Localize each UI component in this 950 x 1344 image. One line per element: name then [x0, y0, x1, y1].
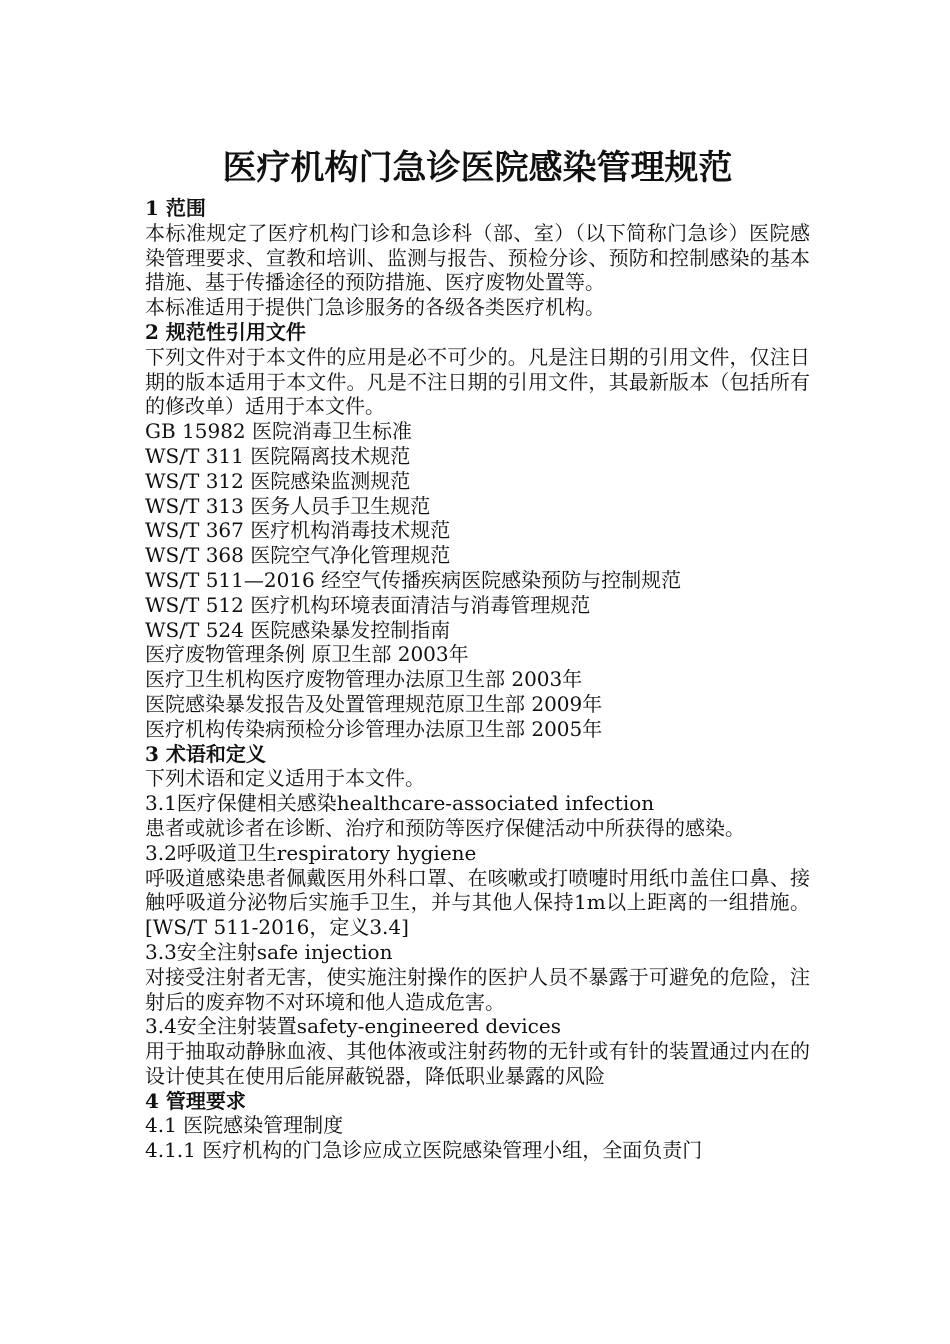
document-page: [145, 140, 810, 1163]
reference-item: WS/T 512 医疗机构环境表面清洁与消毒管理规范: [145, 592, 591, 617]
section-3-intro: 下列术语和定义适用于本文件。: [145, 766, 425, 791]
subsection-4-1-heading: 4.1 医院感染管理制度: [145, 1113, 344, 1138]
reference-item: WS/T 312 医院感染监测规范: [145, 468, 411, 493]
term-3-1-title: 3.1医疗保健相关感染healthcare-associated infection: [145, 791, 655, 816]
section-2-paragraph: 下列文件对于本文件的应用是必不可少的。凡是注日期的引用文件，仅注日期的版本适用于本文件。凡是不注日期的引用文件，其最新版本（包括所有的修改单）适用于本文件。: [145, 344, 810, 419]
term-3-2-title: 3.2呼吸道卫生respiratory hygiene: [145, 840, 477, 865]
term-3-3-definition: 对接受注射者无害，使实施注射操作的医护人员不暴露于可避免的危险，注射后的废弃物不对环境和他人造成危害。: [145, 964, 810, 1014]
term-3-2-definition: 呼吸道感染患者佩戴医用外科口罩、在咳嗽或打喷嚏时用纸巾盖住口鼻、接触呼吸道分泌物后实施手卫生，并与其他人保持1m以上距离的一组措施。[WS/T 511-2016，定义3.4]: [145, 865, 810, 940]
reference-item: GB 15982 医院消毒卫生标准: [145, 419, 413, 444]
section-3-heading: 3 术语和定义: [145, 741, 266, 766]
section-1-applicability: 本标准适用于提供门急诊服务的各级各类医疗机构。: [145, 295, 605, 320]
reference-item: 医疗废物管理条例 原卫生部 2003年: [145, 642, 469, 667]
reference-item: WS/T 367 医疗机构消毒技术规范: [145, 518, 451, 543]
reference-item: 医院感染暴发报告及处置管理规范原卫生部 2009年: [145, 691, 603, 716]
reference-item: WS/T 368 医院空气净化管理规范: [145, 543, 451, 568]
reference-item: WS/T 313 医务人员手卫生规范: [145, 493, 431, 518]
term-3-4-definition: 用于抽取动静脉血液、其他体液或注射药物的无针或有针的装置通过内在的设计使其在使用后能屏蔽锐器，降低职业暴露的风险: [145, 1039, 810, 1088]
section-2-heading: 2 规范性引用文件: [145, 319, 306, 344]
document-title: 医疗机构门急诊医院感染管理规范: [222, 148, 733, 188]
reference-item: WS/T 311 医院隔离技术规范: [145, 443, 411, 468]
term-3-3-title: 3.3安全注射safe injection: [145, 939, 393, 964]
section-1-paragraph: 本标准规定了医疗机构门诊和急诊科（部、室）（以下简称门急诊）医院感染管理要求、宣教和培训、监测与报告、预检分诊、预防和控制感染的基本措施、基于传播途径的预防措施、医疗废物处置等。: [145, 220, 810, 295]
reference-item: WS/T 524 医院感染暴发控制指南: [145, 617, 451, 642]
section-4-heading: 4 管理要求: [145, 1088, 246, 1113]
term-3-4-title: 3.4安全注射装置safety-engineered devices: [145, 1014, 561, 1039]
term-3-1-definition: 患者或就诊者在诊断、治疗和预防等医疗保健活动中所获得的感染。: [145, 815, 745, 840]
section-1-heading: 1 范围: [145, 196, 206, 220]
reference-item: 医疗机构传染病预检分诊管理办法原卫生部 2005年: [145, 716, 603, 741]
reference-item: WS/T 511—2016 经空气传播疾病医院感染预防与控制规范: [145, 567, 682, 592]
reference-item: 医疗卫生机构医疗废物管理办法原卫生部 2003年: [145, 667, 583, 692]
clause-4-1-1: 4.1.1 医疗机构的门急诊应成立医院感染管理小组，全面负责门: [145, 1138, 703, 1163]
